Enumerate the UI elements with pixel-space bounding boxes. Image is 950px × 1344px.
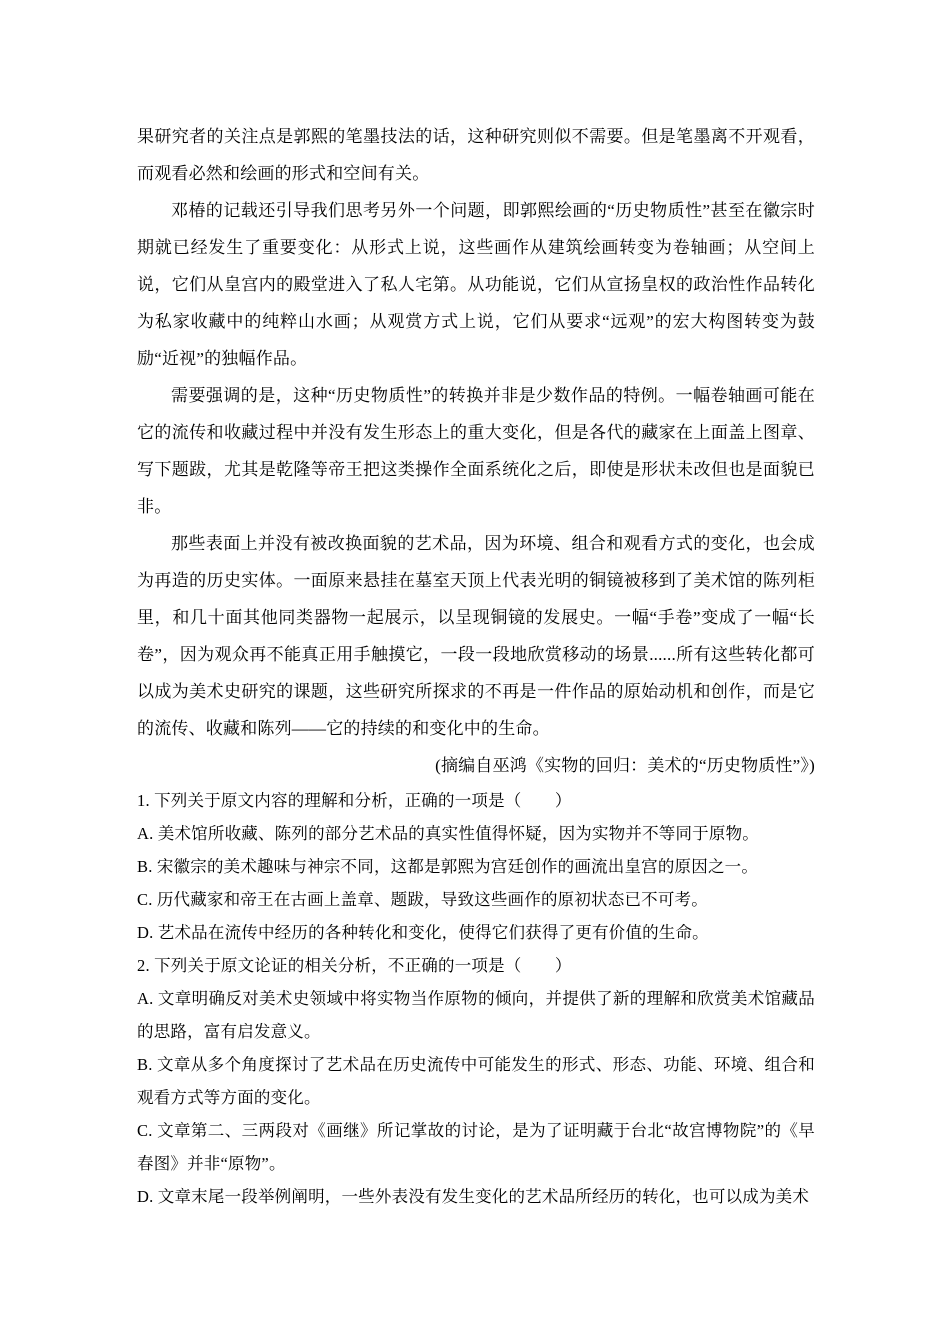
- body-paragraph-2: 邓椿的记载还引导我们思考另外一个问题，即郭熙绘画的“历史物质性”甚至在徽宗时期就已经发生了重要变化：从形式上说，这些画作从建筑绘画转变为卷轴画；从空间上说，它们从皇宫内的殿堂进入了私人宅第。从功能说，它们从宣扬皇权的政治性作品转化为私家收藏中的纯粹山水画；从观赏方式上说，它们从要求“远观”的宏大构图转变为鼓励“近视”的独幅作品。: [137, 201, 815, 368]
- question-1-option-a: A. 美术馆所收藏、陈列的部分艺术品的真实性值得怀疑，因为实物并不等同于原物。: [137, 824, 759, 843]
- body-paragraph-1: 果研究者的关注点是郭熙的笔墨技法的话，这种研究则似不需要。但是笔墨离不开观看，而观看必然和绘画的形式和空间有关。: [137, 127, 815, 183]
- question-1-stem: 1. 下列关于原文内容的理解和分析，正确的一项是（ ）: [137, 791, 572, 810]
- question-2-option-d: D. 文章末尾一段举例阐明，一些外表没有发生变化的艺术品所经历的转化，也可以成为美术: [137, 1187, 810, 1206]
- source-attribution: (摘编自巫鸿《实物的回归：美术的“历史物质性”》): [435, 756, 815, 775]
- question-2-option-a: A. 文章明确反对美术史领域中将实物当作原物的倾向，并提供了新的理解和欣赏美术馆藏品的思路，富有启发意义。: [137, 989, 815, 1041]
- question-2-option-c: C. 文章第二、三两段对《画继》所记掌故的讨论，是为了证明藏于台北“故宫博物院”的《早春图》并非“原物”。: [137, 1121, 815, 1173]
- body-paragraph-4: 那些表面上并没有被改换面貌的艺术品，因为环境、组合和观看方式的变化，也会成为再造的历史实体。一面原来悬挂在墓室天顶上代表光明的铜镜被移到了美术馆的陈列柜里，和几十面其他同类器物一起展示，以呈现铜镜的发展史。一幅“手卷”变成了一幅“长卷”，因为观众再不能真正用手触摸它，一段一段地欣赏移动的场景......所有这些转化都可以成为美术史研究的课题，这些研究所探求的不再是一件作品的原始动机和创作，而是它的流传、收藏和陈列——它的持续的和变化中的生命。: [137, 534, 815, 738]
- body-paragraph-3: 需要强调的是，这种“历史物质性”的转换并非是少数作品的特例。一幅卷轴画可能在它的流传和收藏过程中并没有发生形态上的重大变化，但是各代的藏家在上面盖上图章、写下题跋，尤其是乾隆等帝王把这类操作全面系统化之后，即使是形状未改但也是面貌已非。: [137, 386, 815, 516]
- document-content: [137, 118, 815, 1213]
- question-1-option-b: B. 宋徽宗的美术趣味与神宗不同，这都是郭熙为宫廷创作的画流出皇宫的原因之一。: [137, 857, 759, 876]
- question-2-option-b: B. 文章从多个角度探讨了艺术品在历史流传中可能发生的形式、形态、功能、环境、组合和观看方式等方面的变化。: [137, 1055, 815, 1107]
- question-2-stem: 2. 下列关于原文论证的相关分析，不正确的一项是（ ）: [137, 956, 572, 975]
- question-1-option-c: C. 历代藏家和帝王在古画上盖章、题跋，导致这些画作的原初状态已不可考。: [137, 890, 708, 909]
- question-1-option-d: D. 艺术品在流传中经历的各种转化和变化，使得它们获得了更有价值的生命。: [137, 923, 709, 942]
